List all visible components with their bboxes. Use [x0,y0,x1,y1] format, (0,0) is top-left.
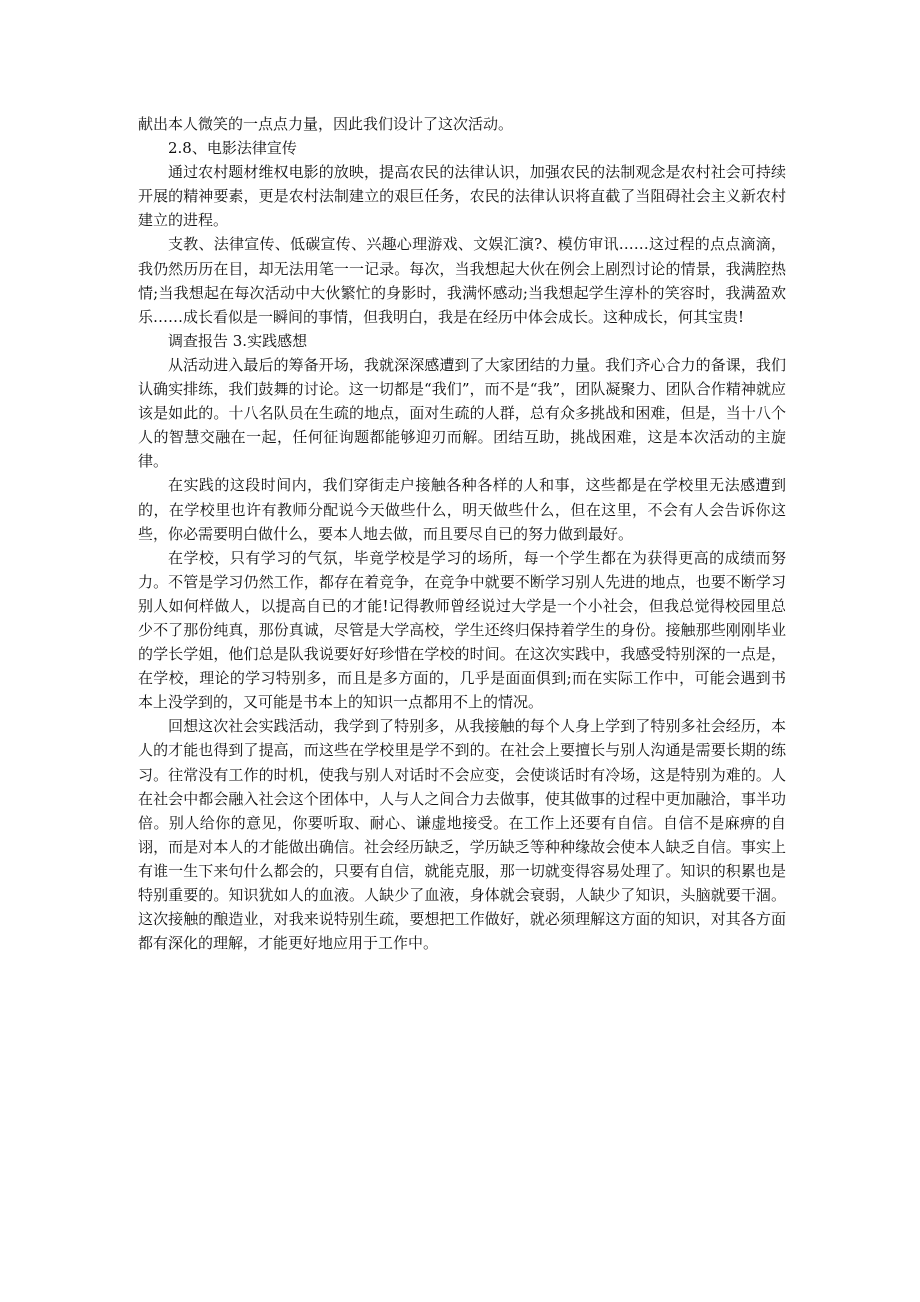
section-heading-practice-thoughts: 调查报告 3.实践感想 [168,331,308,350]
paragraph-opening-continuation: 献出本人微笑的一点点力量，因此我们设计了这次活动。 [138,115,514,133]
paragraph-school-vs-work: 在学校，只有学习的气氛，毕竟学校是学习的场所，每一个学生都在为获得更高的成绩而努力。不管是学习仍然工作，都存在着竞争，在竞争中就要不断学习别人先进的地点，也要不断学习别人如何样做人，以提高自已的才能!记得教师曾经说过大学是一个小社会，但我总觉得校园里总少不了那份纯真，那份真诚，尽管是大学高校，学生还终归保持着学生的身份。接触那些刚刚毕业的学长学姐，他们总是队我说要好好珍惜在学校的时间。在这次实践中，我感受特别深的一点是，在学校，理论的学习特别多，而且是多方面的，几乎是面面俱到;而在实际工作中，可能会遇到书本上没学到的，又可能是书本上的知识一点都用不上的情况。 [138,548,786,712]
paragraph-activities-reflection: 支教、法律宣传、低碳宣传、兴趣心理游戏、文娱汇演?、模仿审讯……这过程的点点滴滴，我仍然历历在目，却无法用笔一一记录。每次，当我想起大伙在例会上剧烈讨论的情景，我满腔热情;当我想起在每次活动中大伙繁忙的身影时，我满怀感动;当我想起学生淳朴的笑容时，我满盈欢乐……成长看似是一瞬间的事情，但我明白，我是在经历中体会成长。这种成长，何其宝贵! [138,235,786,326]
paragraph-teamwork: 从活动进入最后的筹备开场，我就深深感遭到了大家团结的力量。我们齐心合力的备课，我们认确实排练，我们鼓舞的讨论。这一切都是“我们”，而不是“我”，团队凝聚力、团队合作精神就应该是如此的。十八名队员在生疏的地点，面对生疏的人群，总有众多挑战和困难，但是，当十八个人的智慧交融在一起，任何征询题都能够迎刃而解。团结互助，挑战困难，这是本次活动的主旋律。 [138,355,786,471]
document-body [138,112,786,955]
paragraph-film-law: 通过农村题材维权电影的放映，提高农民的法律认识，加强农民的法制观念是农村社会可持续开展的精神要素，更是农村法制建立的艰巨任务，农民的法律认识将直截了当阻碍社会主义新农村建立的进程。 [138,163,786,230]
section-heading-film-law: 2.8、电影法律宣传 [168,139,297,158]
paragraph-social-practice-review: 回想这次社会实践活动，我学到了特别多，从我接触的每个人身上学到了特别多社会经历，本人的才能也得到了提高，而这些在学校里是学不到的。在社会上要擅长与别人沟通是需要长期的练习。往常没有工作的时机，使我与别人对话时不会应变，会使谈话时有冷场，这是特别为难的。人在社会中都会融入社会这个团体中，人与人之间合力去做事，使其做事的过程中更加融洽，事半功倍。别人给你的意见，你要听取、耐心、谦虚地接受。在工作上还要有自信。自信不是麻痹的自诩，而是对本人的才能做出确信。社会经历缺乏，学历缺乏等种种缘故会使本人缺乏自信。事实上有谁一生下来句什么都会的，只要有自信，就能克服，那一切就变得容易处理了。知识的积累也是特别重要的。知识犹如人的血液。人缺少了血液，身体就会衰弱，人缺少了知识，头脑就要干涸。这次接触的酿造业，对我来说特别生疏，要想把工作做好，就必须理解这方面的知识，对其各方面都有深化的理解，才能更好地应用于工作中。 [138,717,786,953]
paragraph-practice-period: 在实践的这段时间内，我们穿街走户接触各种各样的人和事，这些都是在学校里无法感遭到的，在学校里也许有教师分配说今天做些什么，明天做些什么，但在这里，不会有人会告诉你这些，你必需要明白做什么，要本人地去做，而且要尽自已的努力做到最好。 [138,476,786,543]
